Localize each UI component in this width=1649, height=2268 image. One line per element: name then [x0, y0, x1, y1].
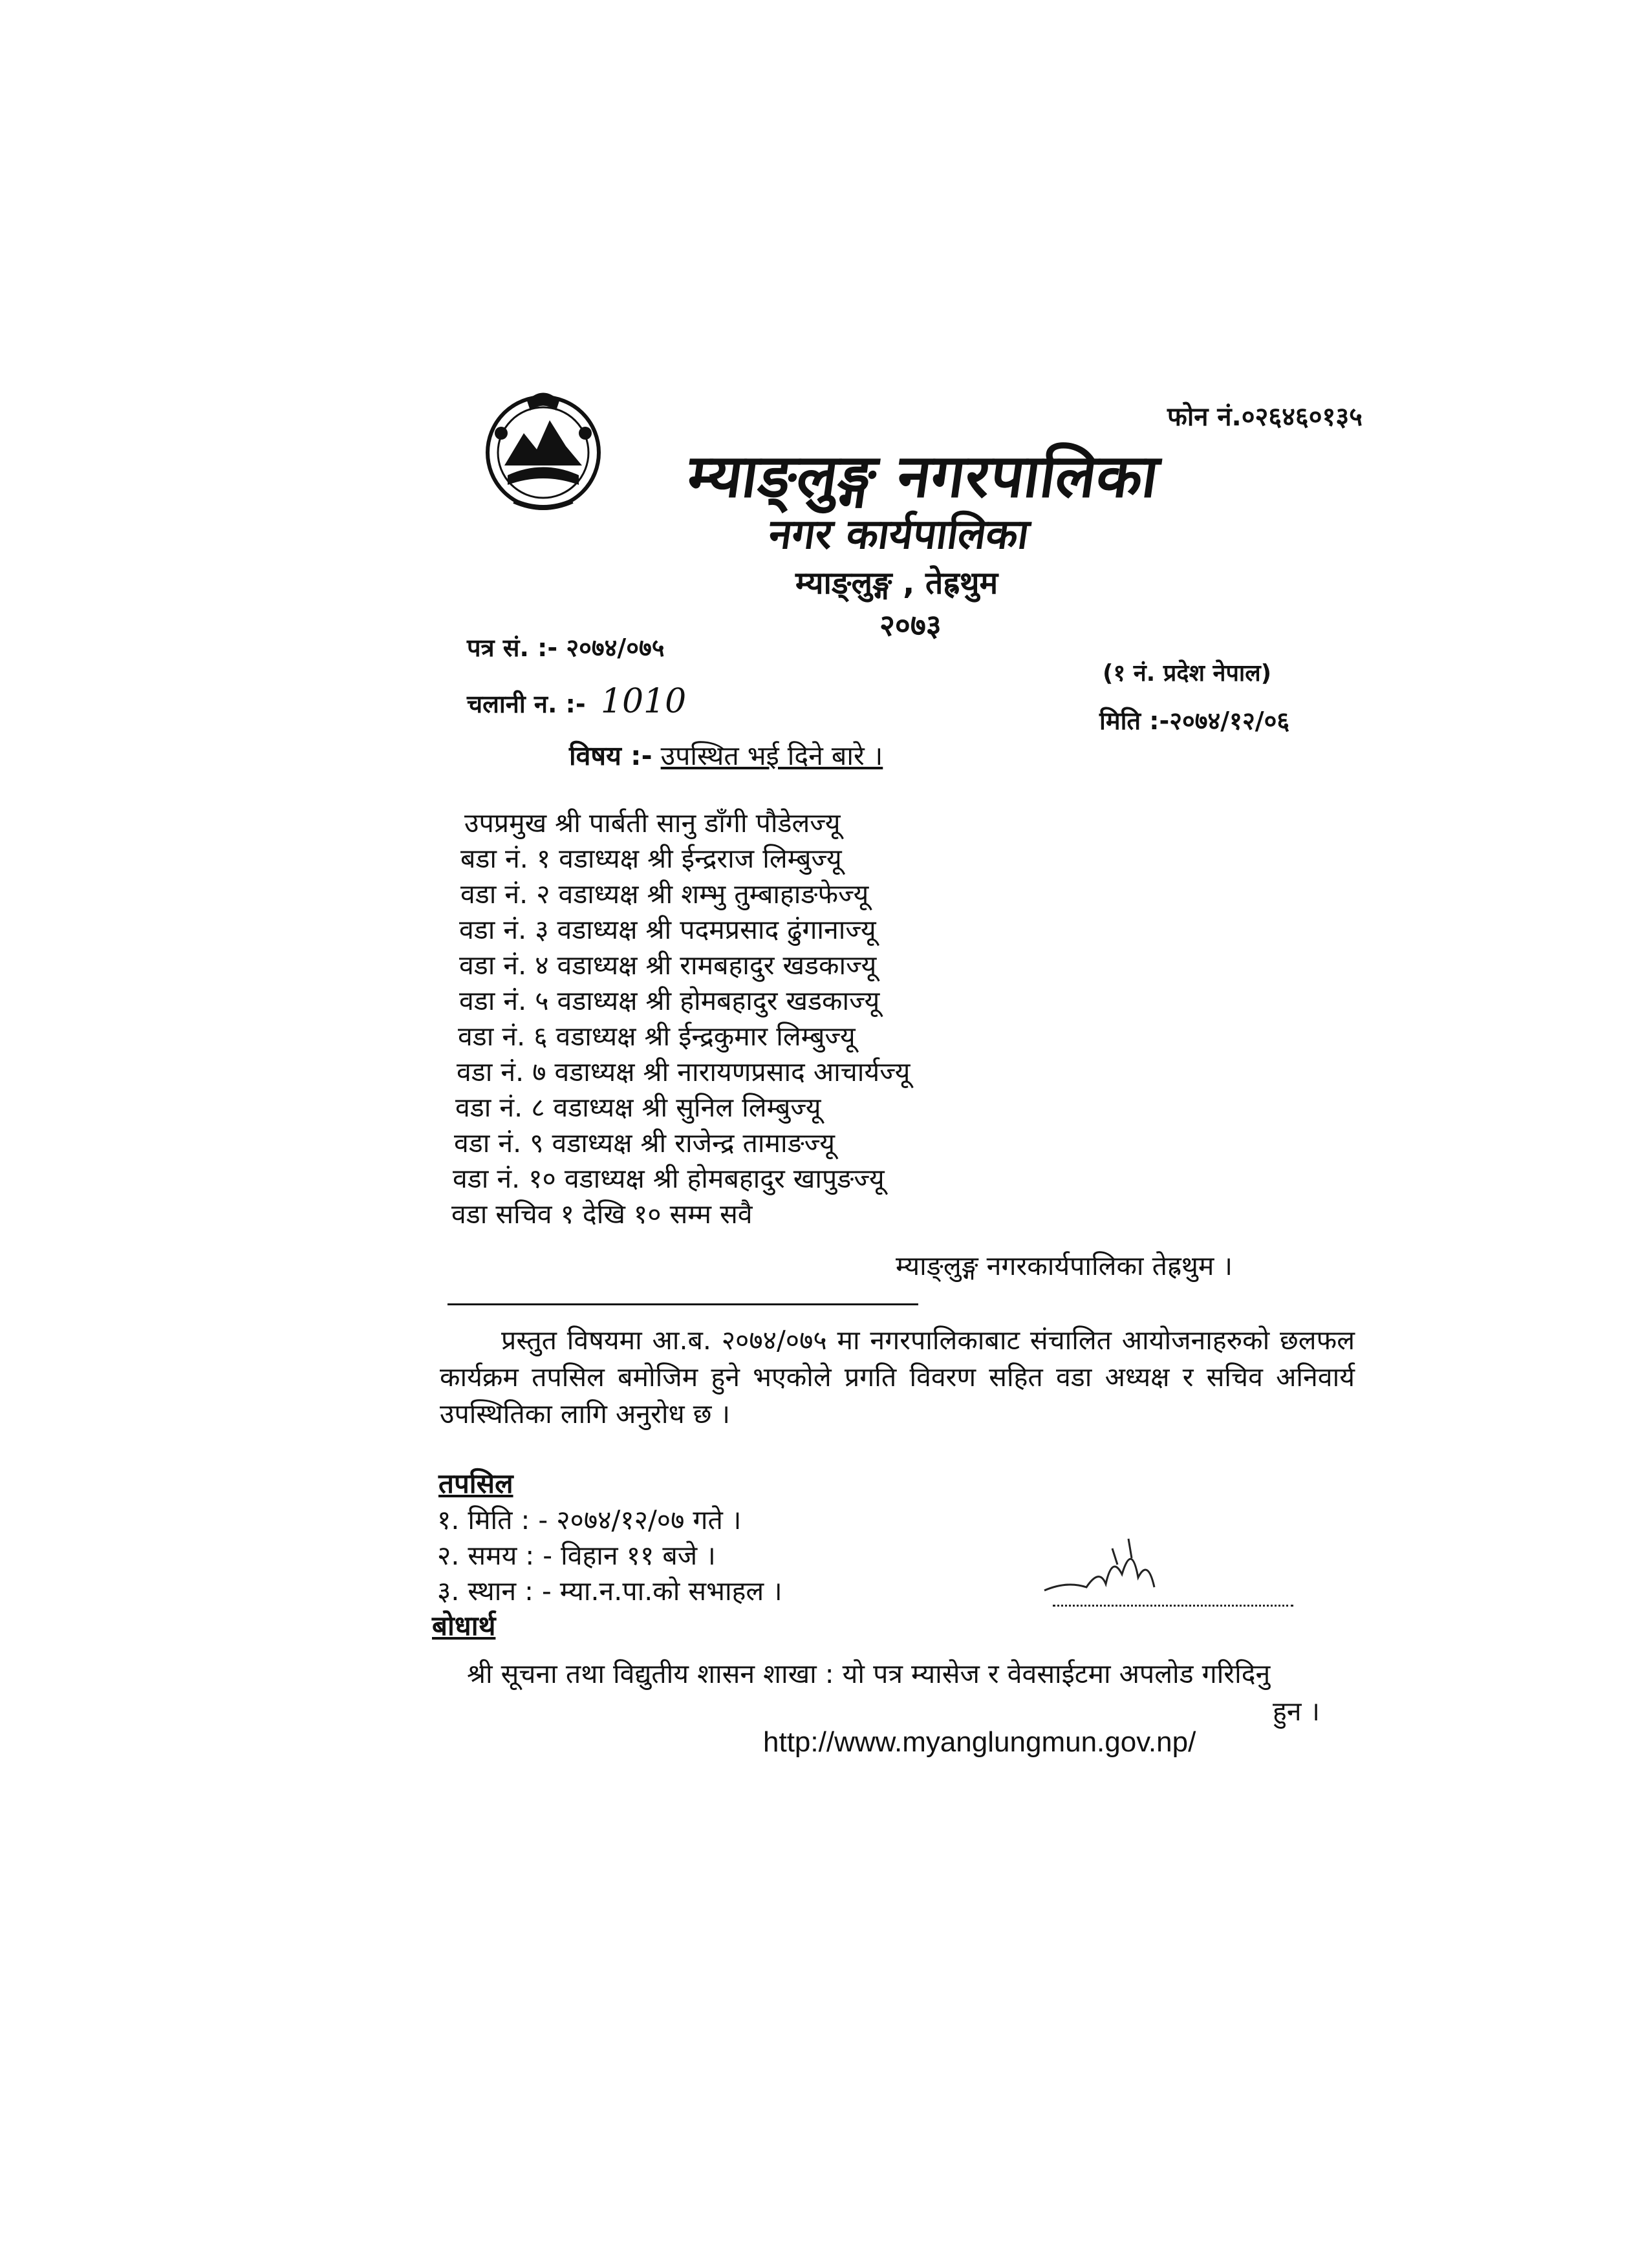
subject-label: विषय :-: [569, 740, 652, 771]
schedule-heading: तपसिल: [438, 1468, 513, 1499]
signature-line: [1053, 1605, 1293, 1607]
addressee-line: वडा नं. ५ वडाध्यक्ष श्री होमबहादुर खडकाज्यू: [459, 985, 880, 1016]
schedule-item: ३. स्थान : - म्या.न.पा.को सभाहल ।: [437, 1576, 782, 1607]
cc-heading: बोधार्थ: [432, 1610, 496, 1642]
province-label: (१ नं. प्रदेश नेपाल): [1103, 660, 1272, 687]
letter-date: मिति :-२०७४/१२/०६: [1099, 707, 1290, 735]
addressee-location: म्याङ्लुङ्ग नगरकार्यपालिका तेह्रथुम ।: [896, 1250, 1233, 1281]
establishment-year: २०७३: [879, 608, 942, 643]
letter-number: पत्र सं. :- २०७४/०७५: [467, 634, 665, 662]
addressee-line: वडा सचिव १ देखि १० सम्म सवै: [451, 1199, 753, 1230]
website-url: http://www.myanglungmun.gov.np/: [763, 1726, 1196, 1758]
subject-text: उपस्थित भई दिने बारे ।: [660, 740, 883, 771]
addressee-line: वडा नं. ४ वडाध्यक्ष श्री रामबहादुर खडकाज्यू: [459, 950, 877, 981]
municipality-title: म्याङ्लुङ्ग नगरपालिका: [683, 442, 1164, 511]
schedule-item: १. मिति : - २०७४/१२/०७ गते ।: [437, 1504, 742, 1535]
executive-subtitle: नगर कार्यपालिका: [766, 511, 1033, 559]
subject-line: [569, 737, 883, 773]
addressee-line: वडा नं. १० वडाध्यक्ष श्री होमबहादुर खापुङज्यू: [453, 1163, 885, 1194]
schedule-item: २. समय : - विहान ११ बजे ।: [437, 1540, 716, 1571]
cc-line: श्री सूचना तथा विद्युतीय शासन शाखा : यो पत्र म्यासेज र वेवसाईटमा अपलोड गरिदिनु: [467, 1658, 1271, 1689]
addressee-line: वडा नं. ३ वडाध्यक्ष श्री पदमप्रसाद ढुंगानाज्यू: [459, 914, 876, 945]
addressee-line: वडा नं. ७ वडाध्यक्ष श्री नारायणप्रसाद आचार्यज्यू: [457, 1056, 911, 1087]
addressee-line: उपप्रमुख श्री पार्बती सानु डाँगी पौडेलज्यू: [464, 808, 841, 839]
addressee-line: वडा नं. ९ वडाध्यक्ष श्री राजेन्द्र तामाङज्यू: [454, 1128, 835, 1159]
separator-rule: [447, 1303, 918, 1305]
nepal-emblem-logo: [475, 381, 611, 517]
addressee-line: वडा नं. ६ वडाध्यक्ष श्री ईन्द्रकुमार लिम्बुज्यू: [458, 1021, 856, 1052]
office-address: म्याङ्लुङ्ग , तेह्रथुम: [795, 565, 998, 601]
addressee-line: बडा नं. १ वडाध्यक्ष श्री ईन्द्रराज लिम्बुज्यू: [460, 843, 842, 874]
handwritten-signature: [1041, 1529, 1209, 1613]
phone-number: फोन नं.०२६४६०१३५: [1167, 402, 1363, 432]
cc-line-end: हुन ।: [1273, 1696, 1320, 1727]
dispatch-number: [467, 682, 686, 721]
dispatch-number-label: चलानी न. :-: [467, 690, 586, 718]
dispatch-number-handwritten: 1010: [600, 682, 687, 721]
body-paragraph: प्रस्तुत विषयमा आ.ब. २०७४/०७५ मा नगरपालिकाबाट संचालित आयोजनाहरुको छलफल कार्यक्रम तपसिल बमोजिम हुने भएकोले प्रगति विवरण सहित वडा अध्यक्ष र सचिव अनिवार्य उपस्थितिका लागि अनुरोध छ ।: [440, 1325, 1355, 1429]
addressee-line: वडा नं. २ वडाध्यक्ष श्री शम्भु तुम्बाहाङफेज्यू: [460, 879, 869, 910]
addressee-line: वडा नं. ८ वडाध्यक्ष श्री सुनिल लिम्बुज्यू: [455, 1092, 821, 1123]
